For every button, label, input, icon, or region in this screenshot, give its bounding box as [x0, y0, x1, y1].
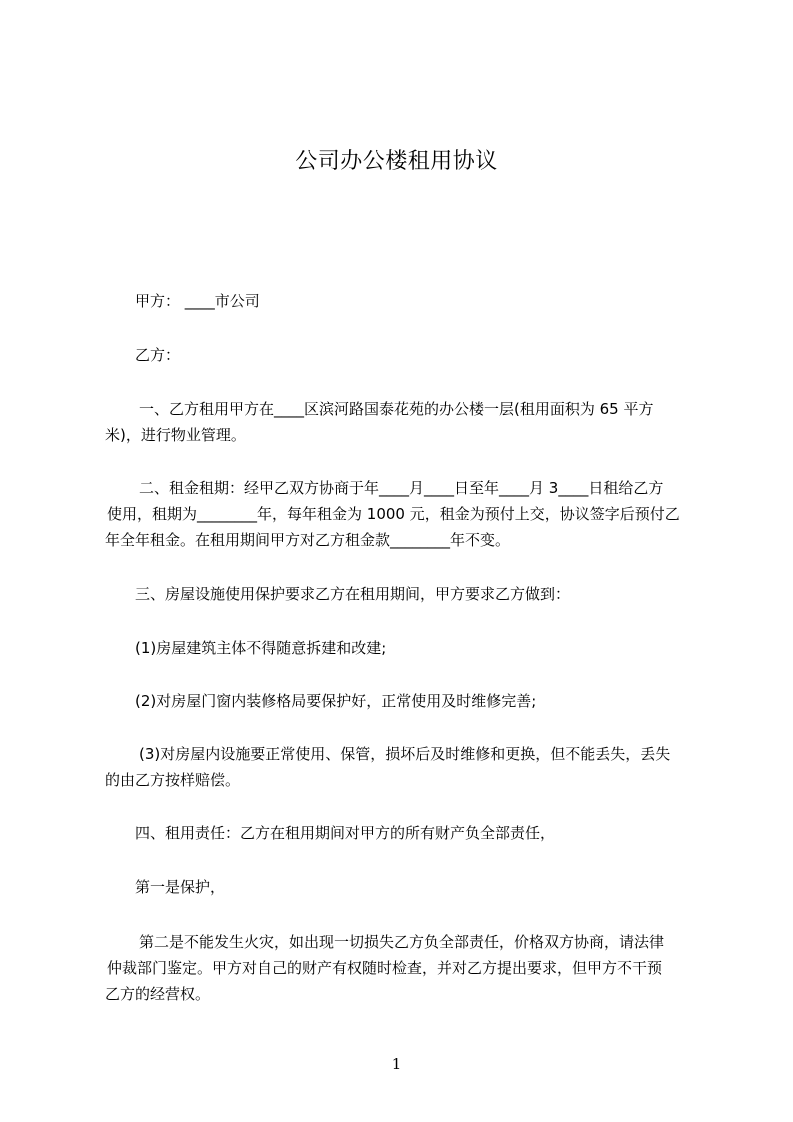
- clause-1-line: 米)，进行物业管理。: [105, 426, 246, 444]
- document-title: 公司办公楼租用协议: [295, 149, 498, 174]
- second-duty-line: 乙方的经营权。: [105, 985, 211, 1003]
- party-a-text: 甲方： ____市公司: [135, 292, 260, 310]
- clause-1-line: 一、乙方租用甲方在____区滨河路国泰花苑的办公楼一层(租用面积为 65 平方: [139, 400, 654, 418]
- item-1-text: (1)房屋建筑主体不得随意拆建和改建;: [135, 639, 387, 657]
- clause-2-line: 二、租金租期：经甲乙双方协商于年____月____日至年____月 3____日租给乙方: [139, 479, 664, 497]
- item-3-line: (3)对房屋内设施要正常使用、保管，损坏后及时维修和更换，但不能丢失，丢失: [139, 745, 671, 763]
- party-b-text: 乙方：: [135, 346, 181, 364]
- first-duty: [105, 874, 697, 900]
- clause-1: [105, 396, 697, 448]
- second-duty: [105, 929, 697, 1007]
- clause-3-item-3: [105, 741, 697, 793]
- party-b: [105, 342, 697, 368]
- party-a: [105, 288, 697, 314]
- item-2-text: (2)对房屋门窗内装修格局要保护好，正常使用及时维修完善;: [135, 692, 537, 710]
- clause-2-line: 使用，租期为________年，每年租金为 1000 元，租金为预付上交，协议签字后预付乙: [107, 505, 680, 523]
- item-3-line: 的由乙方按样赔偿。: [105, 771, 241, 789]
- clause-3-item-2: [105, 688, 697, 714]
- clause-2: [105, 475, 697, 553]
- clause-4: [105, 820, 697, 846]
- clause-3-item-1: [105, 635, 697, 661]
- page-number: 1: [391, 1055, 402, 1073]
- clause-4-text: 四、租用责任：乙方在租用期间对甲方的所有财产负全部责任，: [135, 824, 556, 842]
- clause-2-line: 年全年租金。在租用期间甲方对乙方租金款________年不变。: [105, 531, 511, 549]
- second-duty-line: 仲裁部门鉴定。甲方对自己的财产有权随时检查，并对乙方提出要求，但甲方不干预: [107, 959, 663, 977]
- second-duty-line: 第二是不能发生火灾，如出现一切损失乙方负全部责任，价格双方协商，请法律: [139, 933, 665, 951]
- clause-3-text: 三、房屋设施使用保护要求乙方在租用期间，甲方要求乙方做到：: [135, 585, 571, 603]
- first-duty-text: 第一是保护，: [135, 878, 226, 896]
- clause-3: [105, 581, 697, 607]
